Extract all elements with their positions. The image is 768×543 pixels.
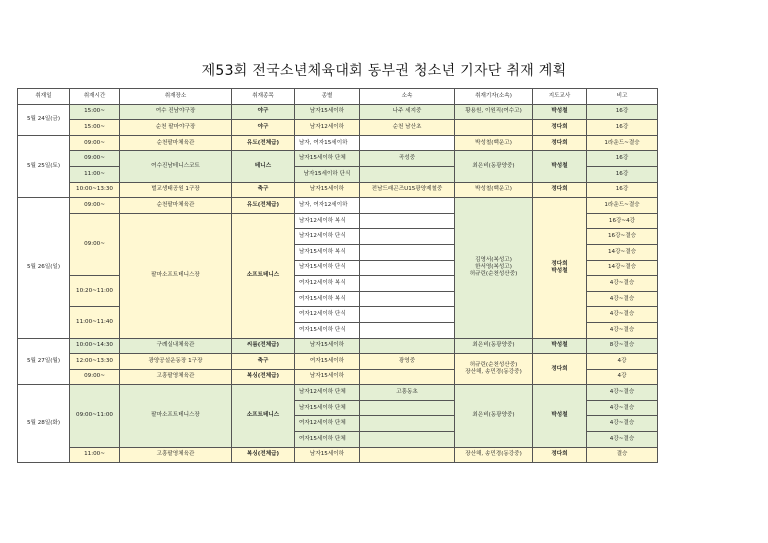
category-cell: 여자12세이하 복식 [295, 276, 360, 292]
category-cell: 남자15세이하 [295, 338, 360, 354]
date-cell: 5월 25일(토) [18, 135, 70, 197]
sport-cell: 테니스 [232, 151, 295, 182]
reporter-name: 허규린(순천성산중) [469, 271, 518, 278]
header-cell: 종별 [295, 89, 360, 105]
teacher-group-cell [533, 198, 587, 338]
teacher-cell: 박성철 [533, 338, 587, 354]
sport-cell: 소프트테니스 [232, 213, 295, 338]
team-cell [360, 276, 455, 292]
sport-cell: 복싱(전체급) [232, 447, 295, 463]
team-cell [360, 229, 455, 245]
header-cell: 비고 [587, 89, 658, 105]
note-cell: 8강~결승 [587, 338, 658, 354]
team-cell [360, 400, 455, 416]
team-cell [360, 260, 455, 276]
team-cell: 고흥동초 [360, 385, 455, 401]
place-cell: 광양공설운동장 1구장 [120, 354, 232, 370]
note-cell: 16강~결승 [587, 229, 658, 245]
header-cell: 소속 [360, 89, 455, 105]
team-cell [360, 244, 455, 260]
note-cell: 4강~결승 [587, 291, 658, 307]
date-cell: 5월 27일(월) [18, 338, 70, 385]
table-row [18, 182, 658, 198]
category-cell: 남자, 여자12세이하 [295, 198, 360, 214]
note-cell: 16강 [587, 182, 658, 198]
team-cell [360, 369, 455, 385]
teacher-group-cell: 정다희 [533, 354, 587, 385]
note-cell: 4강~결승 [587, 307, 658, 323]
sport-cell: 축구 [232, 182, 295, 198]
category-cell: 여자12세이하 단체 [295, 416, 360, 432]
team-cell [360, 213, 455, 229]
reporter-name: 허규린(순천성산중) [469, 362, 518, 369]
note-cell: 16강 [587, 151, 658, 167]
date-cell: 5월 26일(일) [18, 198, 70, 338]
time-cell: 09:00~ [70, 198, 120, 214]
page-title: 제53회 전국소년체육대회 동부권 청소년 기자단 취재 계획 [201, 63, 567, 79]
sport-cell: 유도(전체급) [232, 135, 295, 151]
time-cell: 15:00~ [70, 104, 120, 120]
note-cell: 4강~결승 [587, 322, 658, 338]
header-cell: 취재시간 [70, 89, 120, 105]
team-cell: 전남드래곤즈U15광양제철중 [360, 182, 455, 198]
teacher-name: 박성철 [551, 267, 568, 274]
reporter-cell: 박성철(백운고) [455, 182, 533, 198]
team-cell [360, 198, 455, 214]
place-cell: 순천팔마체육관 [120, 135, 232, 151]
team-cell [360, 291, 455, 307]
time-cell: 12:00~13:30 [70, 354, 120, 370]
table-row [18, 198, 658, 214]
table-row [18, 104, 658, 120]
note-cell: 4강 [587, 369, 658, 385]
place-cell: 벌교생태공원 1구장 [120, 182, 232, 198]
header-cell: 지도교사 [533, 89, 587, 105]
place-cell: 팔마소프트테니스장 [120, 385, 232, 447]
place-cell: 여수 진남야구장 [120, 104, 232, 120]
place-cell: 구례실내체육관 [120, 338, 232, 354]
reporter-cell: 장산해, 송민경(동강중) [455, 447, 533, 463]
sport-cell: 복싱(전체급) [232, 369, 295, 385]
category-cell: 여자15세이하 [295, 354, 360, 370]
note-cell: 1라운드~결승 [587, 198, 658, 214]
time-cell: 10:00~13:30 [70, 182, 120, 198]
time-cell: 11:00~ [70, 166, 120, 182]
header-cell: 취재기자(소속) [455, 89, 533, 105]
place-cell: 고흥팔영체육관 [120, 369, 232, 385]
reporter-cell: 최은비(동광양중) [455, 151, 533, 182]
header-row [18, 89, 658, 105]
time-cell: 10:00~14:30 [70, 338, 120, 354]
sport-cell: 축구 [232, 354, 295, 370]
teacher-cell: 박성철 [533, 104, 587, 120]
category-cell: 여자15세이하 단체 [295, 432, 360, 448]
team-cell [360, 166, 455, 182]
category-cell: 남자15세이하 단식 [295, 166, 360, 182]
reporter-name: 김영서(복성고) [475, 257, 512, 264]
table-row [18, 151, 658, 167]
teacher-cell: 정다희 [533, 182, 587, 198]
time-cell: 11:00~ [70, 447, 120, 463]
table-row [18, 354, 658, 370]
time-cell: 09:00~ [70, 135, 120, 151]
note-cell: 1라운드~결승 [587, 135, 658, 151]
category-cell: 남자12세이하 단식 [295, 229, 360, 245]
teacher-cell: 정다희 [533, 135, 587, 151]
reporter-cell: 최은비(동광양중) [455, 385, 533, 447]
category-cell: 여자15세이하 복식 [295, 291, 360, 307]
note-cell: 16강 [587, 166, 658, 182]
category-cell: 남자15세이하 단식 [295, 260, 360, 276]
note-cell: 4강~결승 [587, 432, 658, 448]
table-row [18, 385, 658, 401]
category-cell: 남자15세이하 복식 [295, 244, 360, 260]
team-cell [360, 338, 455, 354]
date-cell: 5월 24일(금) [18, 104, 70, 135]
table-row [18, 447, 658, 463]
category-cell: 남자12세이하 [295, 120, 360, 136]
team-cell [360, 322, 455, 338]
teacher-cell: 박성철 [533, 151, 587, 182]
category-cell: 여자12세이하 단식 [295, 307, 360, 323]
date-cell: 5월 28일(화) [18, 385, 70, 463]
category-cell: 남자15세이하 [295, 447, 360, 463]
time-cell: 09:00~ [70, 369, 120, 385]
team-cell: 광영중 [360, 354, 455, 370]
time-cell: 10:20~11:00 [70, 276, 120, 307]
note-cell: 결승 [587, 447, 658, 463]
time-cell: 11:00~11:40 [70, 307, 120, 338]
header-cell: 취재일 [18, 89, 70, 105]
sport-cell: 씨름(전체급) [232, 338, 295, 354]
note-cell: 4강~결승 [587, 416, 658, 432]
team-cell [360, 135, 455, 151]
category-cell: 남자12세이하 단체 [295, 385, 360, 401]
time-cell: 15:00~ [70, 120, 120, 136]
team-cell: 나주 세지중 [360, 104, 455, 120]
time-cell: 09:00~ [70, 151, 120, 167]
team-cell [360, 432, 455, 448]
category-cell: 여자15세이하 단식 [295, 322, 360, 338]
note-cell: 14강~결승 [587, 260, 658, 276]
category-cell: 남자15세이하 단체 [295, 151, 360, 167]
note-cell: 16강 [587, 120, 658, 136]
sport-cell: 야구 [232, 104, 295, 120]
teacher-cell: 박성철 [533, 385, 587, 447]
category-cell: 남자15세이하 [295, 369, 360, 385]
place-cell: 고흥팔영체육관 [120, 447, 232, 463]
category-cell: 남자12세이하 복식 [295, 213, 360, 229]
teacher-cell: 정다희 [533, 447, 587, 463]
reporter-group-cell [455, 198, 533, 338]
category-cell: 남자15세이하 [295, 182, 360, 198]
team-cell [360, 416, 455, 432]
team-cell [360, 447, 455, 463]
note-cell: 4강~결승 [587, 385, 658, 401]
note-cell: 16강 [587, 104, 658, 120]
header-cell: 취재종목 [232, 89, 295, 105]
time-cell: 09:00~11:00 [70, 385, 120, 447]
header-cell: 취재장소 [120, 89, 232, 105]
sport-cell: 소프트테니스 [232, 385, 295, 447]
reporter-cell [455, 120, 533, 136]
teacher-name: 정다희 [551, 260, 568, 267]
time-cell: 09:00~ [70, 213, 120, 275]
note-cell: 4강 [587, 354, 658, 370]
reporter-cell: 박성철(백운고) [455, 135, 533, 151]
team-cell [360, 307, 455, 323]
schedule-table [17, 88, 658, 463]
teacher-cell: 정다희 [533, 120, 587, 136]
sport-cell: 유도(전체급) [232, 198, 295, 214]
reporter-name: 장산해, 송민경(동강중) [465, 369, 522, 376]
reporter-cell: 황용원, 이원직(여수고) [455, 104, 533, 120]
team-cell: 곡성중 [360, 151, 455, 167]
table-row [18, 338, 658, 354]
note-cell: 4강~결승 [587, 276, 658, 292]
place-cell: 순천팔마체육관 [120, 198, 232, 214]
table-row [18, 120, 658, 136]
category-cell: 남자15세이하 [295, 104, 360, 120]
note-cell: 14강~결승 [587, 244, 658, 260]
reporter-cell: 최은비(동광양중) [455, 338, 533, 354]
sport-cell: 야구 [232, 120, 295, 136]
place-cell: 순천 팔마야구장 [120, 120, 232, 136]
team-cell: 순천 남산초 [360, 120, 455, 136]
category-cell: 남자15세이하 단체 [295, 400, 360, 416]
note-cell: 4강~결승 [587, 400, 658, 416]
note-cell: 16강~4강 [587, 213, 658, 229]
category-cell: 남자, 여자15세이하 [295, 135, 360, 151]
reporter-group-cell [455, 354, 533, 385]
table-row [18, 135, 658, 151]
reporter-name: 한서영(복성고) [475, 264, 512, 271]
place-cell: 여수진남테니스코트 [120, 151, 232, 182]
place-cell: 팔마소프트테니스장 [120, 213, 232, 338]
